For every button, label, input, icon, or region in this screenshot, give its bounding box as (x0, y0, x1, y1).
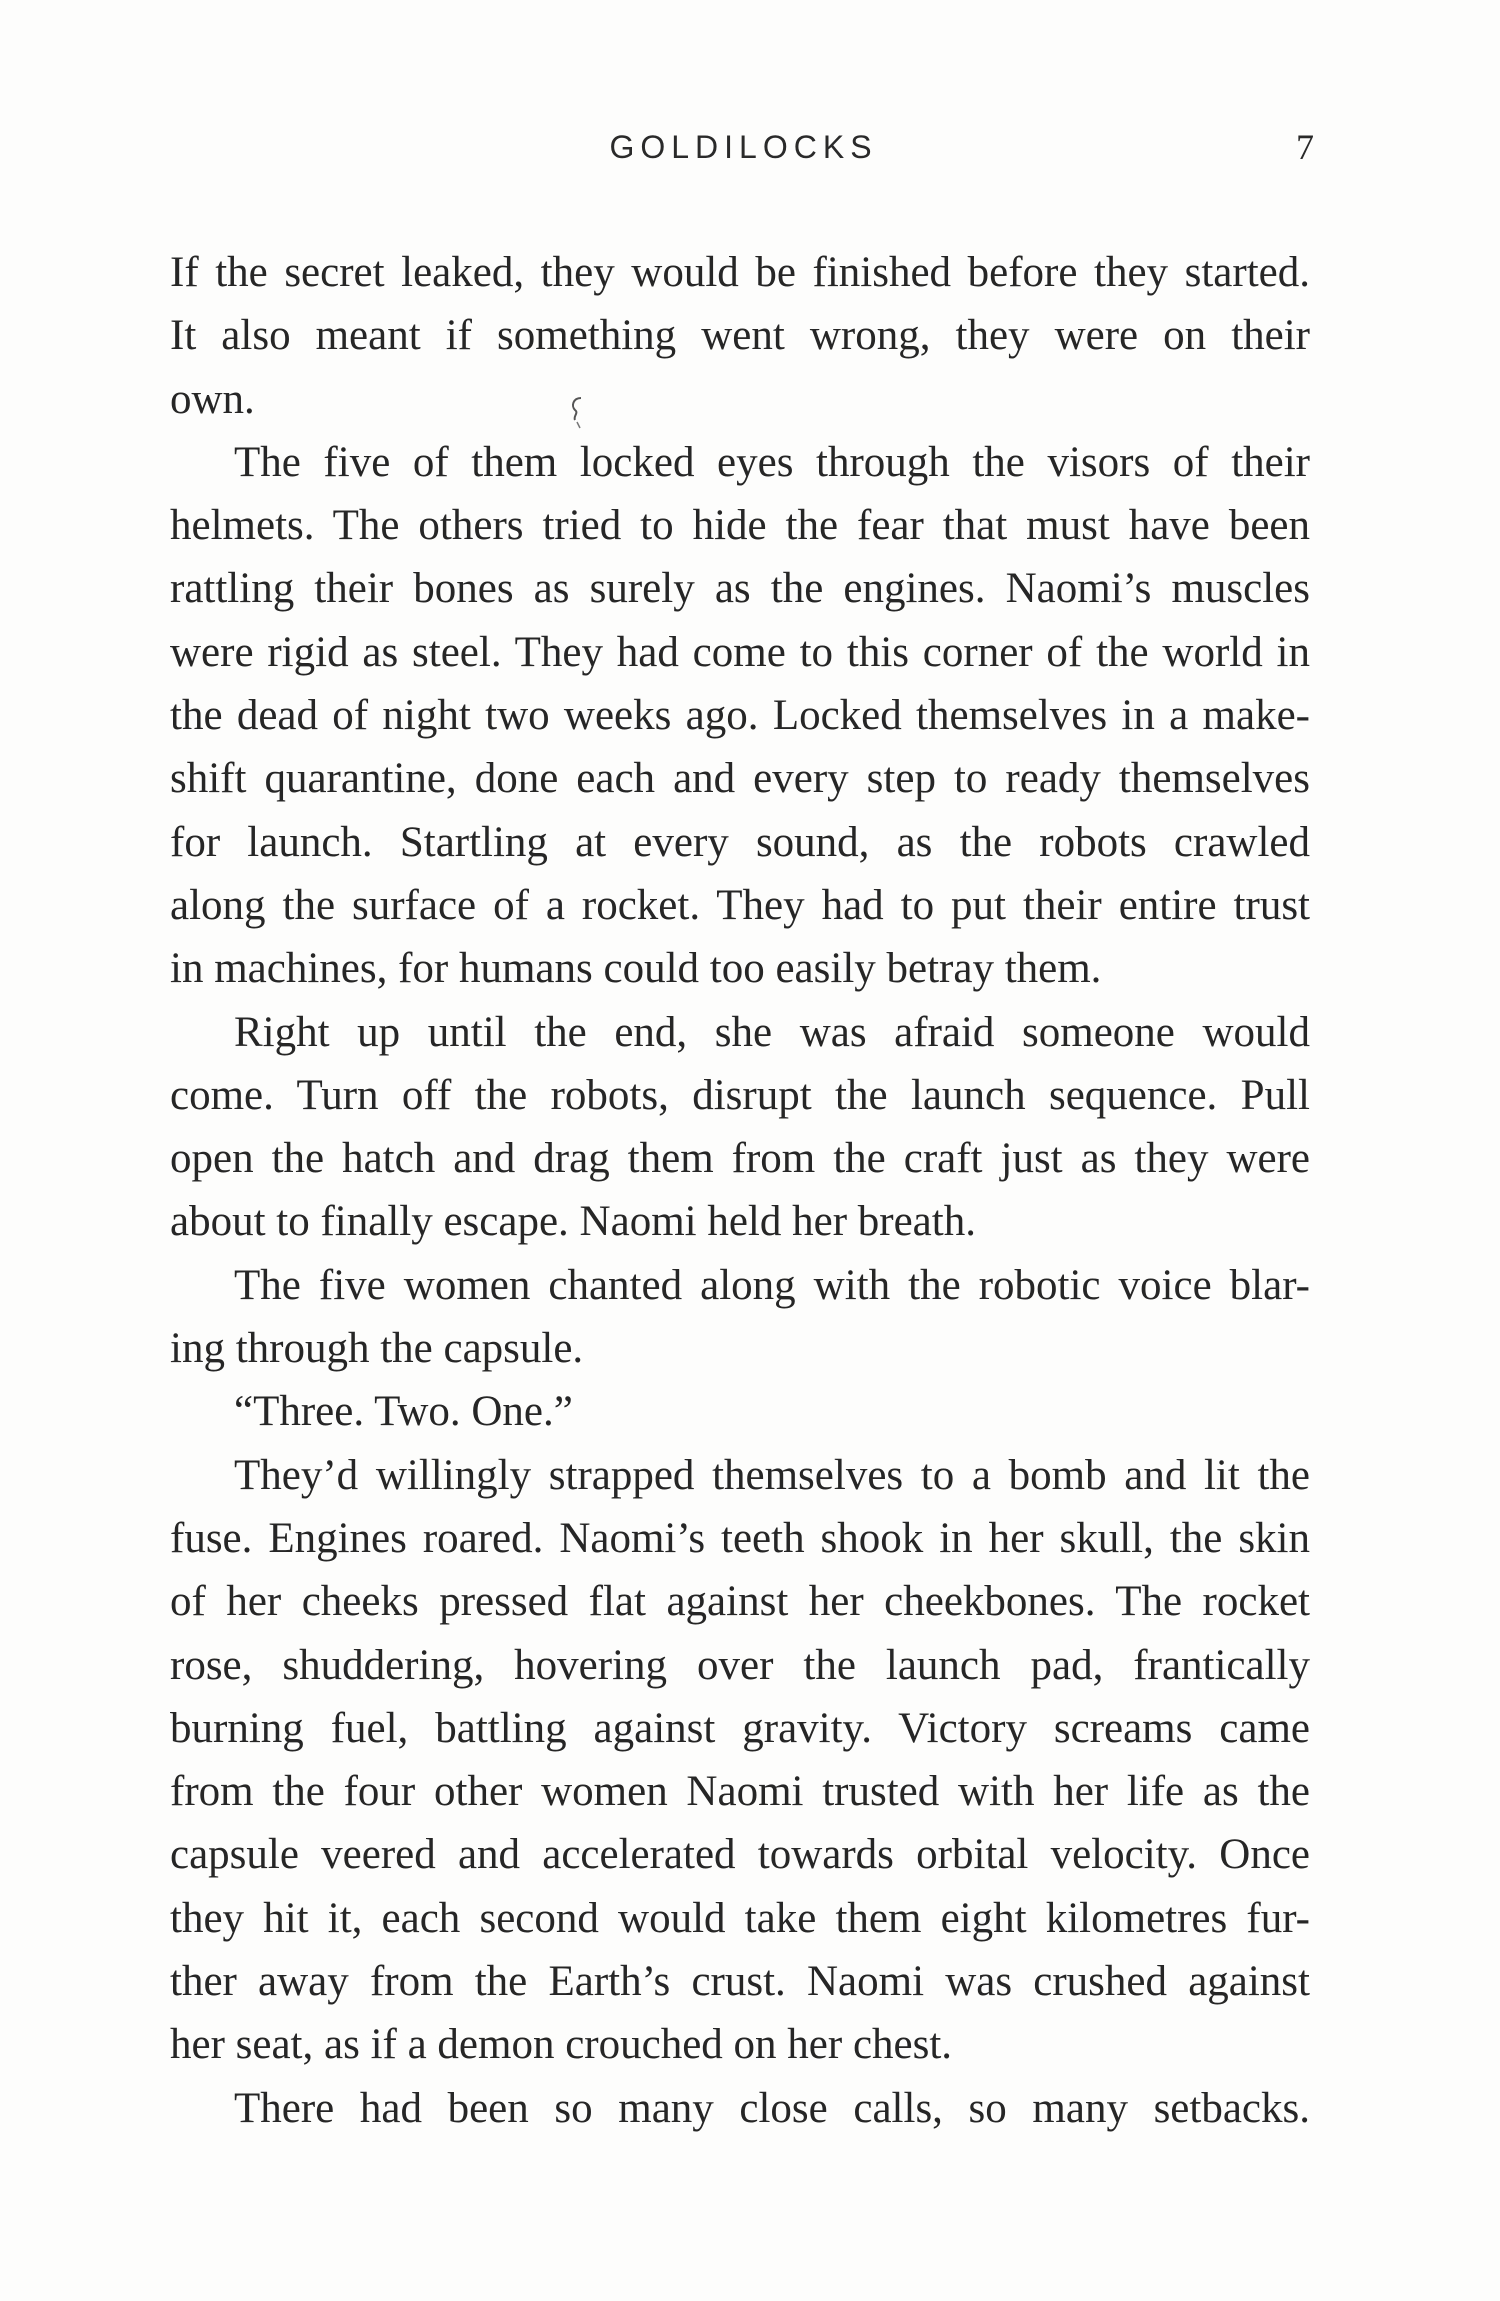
text-line: The five women chanted along with the robotic voice blar- (234, 1261, 1310, 1309)
text-line: were rigid as steel. They had come to this corner of the world in (170, 628, 1310, 676)
text-line: come. Turn off the robots, disrupt the launch sequence. Pull (170, 1071, 1310, 1119)
text-line: of her cheeks pressed flat against her cheekbones. The rocket (170, 1578, 1310, 1626)
text-line: They’d willingly strapped themselves to a bomb and lit the (234, 1451, 1310, 1499)
text-line: they hit it, each second would take them eight kilometres fur- (170, 1894, 1310, 1942)
running-title: GOLDILOCKS (609, 129, 878, 165)
page-number: 7 (1296, 127, 1314, 167)
text-line: ing through the capsule. (170, 1325, 584, 1373)
body-text (170, 241, 1310, 2140)
text-line: shift quarantine, done each and every step to ready themselves (170, 755, 1310, 803)
text-line: helmets. The others tried to hide the fear that must have been (170, 502, 1310, 550)
text-line: fuse. Engines roared. Naomi’s teeth shook in her skull, the skin (170, 1514, 1310, 1562)
text-line: Right up until the end, she was afraid someone would (234, 1008, 1310, 1056)
text-line: rattling their bones as surely as the engines. Naomi’s muscles (170, 565, 1310, 613)
text-line: the dead of night two weeks ago. Locked themselves in a make- (170, 692, 1310, 740)
text-line: in machines, for humans could too easily betray them. (170, 945, 1102, 993)
text-line: along the surface of a rocket. They had to put their entire trust (170, 881, 1310, 929)
text-line: for launch. Startling at every sound, as the robots crawled (170, 818, 1310, 866)
text-line: open the hatch and drag them from the craft just as they were (170, 1135, 1310, 1183)
text-line: her seat, as if a demon crouched on her chest. (170, 2021, 953, 2069)
text-line: If the secret leaked, they would be finished before they started. (170, 249, 1310, 296)
text-line: “Three. Two. One.” (234, 1388, 573, 1436)
running-head (0, 122, 1500, 172)
text-line: about to finally escape. Naomi held her breath. (170, 1198, 976, 1246)
text-line: burning fuel, battling against gravity. Victory screams came (170, 1704, 1310, 1752)
text-line: It also meant if something went wrong, they were on their (170, 312, 1310, 360)
text-line: capsule veered and accelerated towards orbital velocity. Once (170, 1831, 1310, 1879)
text-line: ther away from the Earth’s crust. Naomi was crushed against (170, 1958, 1310, 2006)
text-line: from the four other women Naomi trusted with her life as the (170, 1768, 1310, 1816)
text-line: rose, shuddering, hovering over the launch pad, frantically (170, 1641, 1310, 1689)
text-line: own. (170, 375, 255, 423)
text-line: The five of them locked eyes through the visors of their (234, 438, 1310, 486)
text-line: There had been so many close calls, so many setbacks. (234, 2084, 1310, 2132)
